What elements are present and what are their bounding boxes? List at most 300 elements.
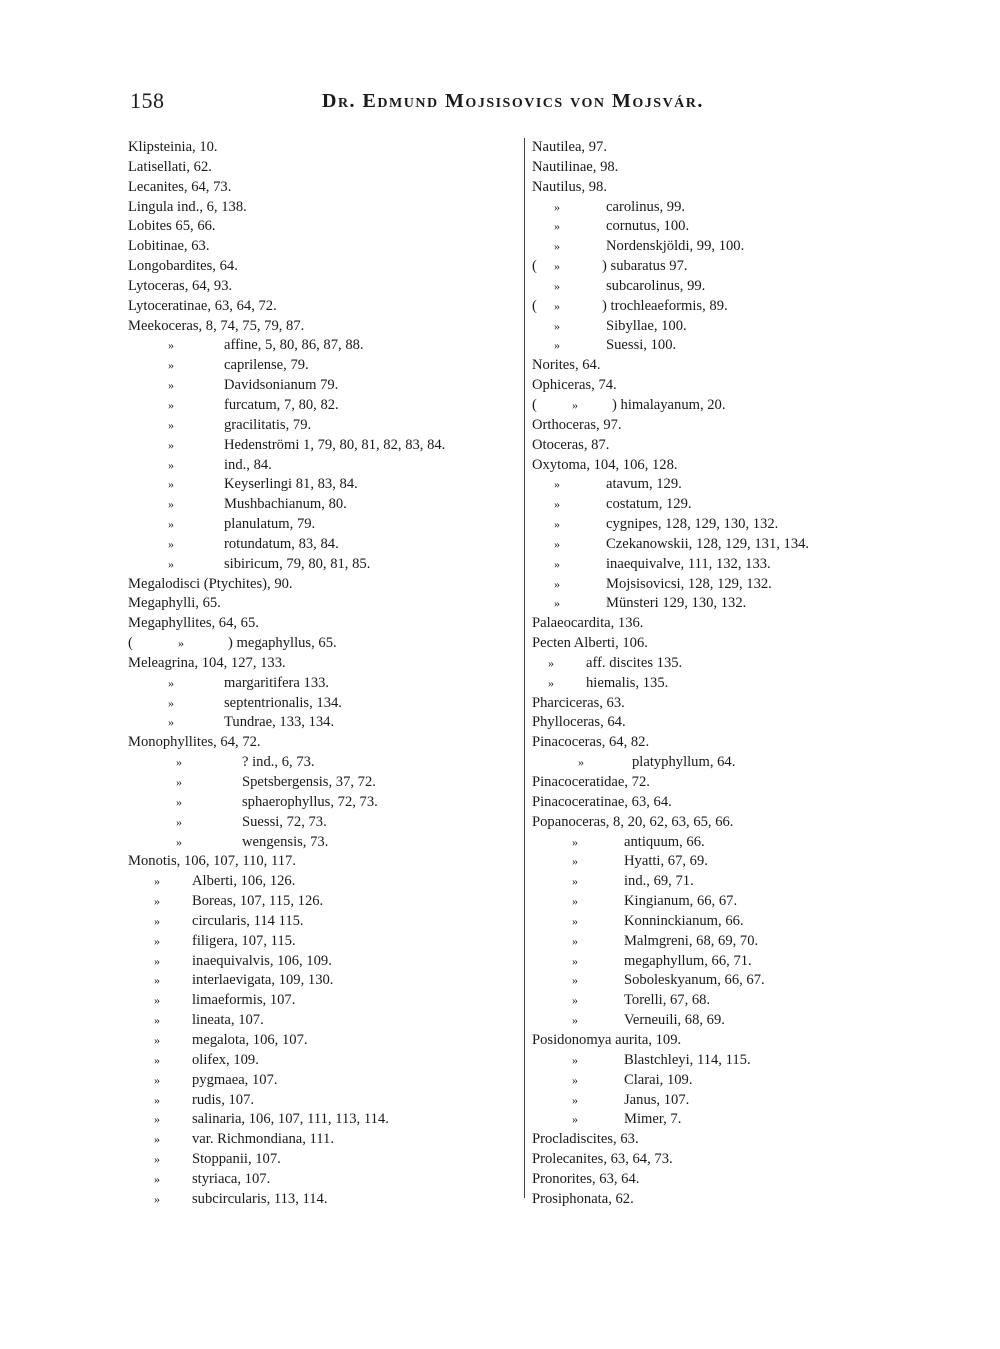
entry-text: Nordenskjöldi, 99, 100. [606, 238, 745, 255]
ditto-mark: » [554, 278, 560, 293]
entry-text: Prolecanites, 63, 64, 73. [532, 1151, 673, 1168]
ditto-mark: » [168, 675, 174, 690]
ditto-mark: » [168, 338, 174, 353]
index-entry [532, 198, 892, 218]
entry-text: Otoceras, 87. [532, 436, 610, 453]
index-entry [532, 1150, 892, 1170]
index-entry [128, 833, 520, 853]
index-entry [128, 912, 520, 932]
index-entry [532, 555, 892, 575]
ditto-mark: » [572, 1112, 578, 1127]
index-entry [128, 317, 520, 337]
index-entry [532, 912, 892, 932]
index-entry [128, 674, 520, 694]
index-entry [128, 535, 520, 555]
index-entry [532, 892, 892, 912]
ditto-mark: » [572, 933, 578, 948]
entry-text: sphaerophyllus, 72, 73. [242, 793, 378, 810]
index-column-right [532, 138, 892, 1210]
entry-text: megalota, 106, 107. [192, 1031, 308, 1048]
index-entry [128, 952, 520, 972]
ditto-mark: » [154, 1052, 160, 1067]
entry-text: Mojsisovicsi, 128, 129, 132. [606, 575, 772, 592]
index-entry [532, 614, 892, 634]
entry-text: Lytoceratinae, 63, 64, 72. [128, 297, 277, 314]
entry-text: Münsteri 129, 130, 132. [606, 595, 747, 612]
entry-text: Nautilinae, 98. [532, 158, 619, 175]
entry-text: Soboleskyanum, 66, 67. [624, 972, 765, 989]
index-entry [532, 515, 892, 535]
index-entry [532, 971, 892, 991]
entry-text: subcarolinus, 99. [606, 277, 706, 294]
entry-text: planulatum, 79. [224, 516, 316, 533]
entry-text: Megalodisci (Ptychites), 90. [128, 575, 293, 592]
index-entry [532, 872, 892, 892]
index-entry [532, 1011, 892, 1031]
index-entry [532, 952, 892, 972]
entry-text: Lytoceras, 64, 93. [128, 277, 233, 294]
index-entry [128, 694, 520, 714]
paren-open: ( [532, 396, 537, 413]
paren-open: ( [128, 635, 133, 652]
entry-text: septentrionalis, 134. [224, 694, 342, 711]
entry-text: Sibyllae, 100. [606, 317, 687, 334]
ditto-mark: » [572, 1072, 578, 1087]
entry-text: aff. discites 135. [586, 654, 683, 671]
entry-text: sibiricum, 79, 80, 81, 85. [224, 555, 371, 572]
index-entry [128, 932, 520, 952]
index-entry [532, 1051, 892, 1071]
entry-text: Stoppanii, 107. [192, 1151, 281, 1168]
index-entry [128, 396, 520, 416]
entry-text: limaeformis, 107. [192, 992, 296, 1009]
index-entry [128, 971, 520, 991]
ditto-mark: » [176, 794, 182, 809]
entry-text: lineata, 107. [192, 1012, 264, 1029]
index-entry [128, 1091, 520, 1111]
ditto-mark: » [176, 814, 182, 829]
ditto-mark: » [554, 576, 560, 591]
entry-text: carolinus, 99. [606, 198, 686, 215]
index-entry [532, 674, 892, 694]
index-entry [532, 277, 892, 297]
index-entry [128, 1110, 520, 1130]
entry-text: Pharciceras, 63. [532, 694, 625, 711]
entry-text: filigera, 107, 115. [192, 932, 296, 949]
index-entry [532, 1031, 892, 1051]
ditto-mark: » [554, 517, 560, 532]
index-entry [128, 237, 520, 257]
ditto-mark: » [154, 1032, 160, 1047]
index-entry [128, 297, 520, 317]
index-entry [532, 396, 892, 416]
index-entry [128, 1150, 520, 1170]
index-entry [532, 634, 892, 654]
index-entry [128, 753, 520, 773]
ditto-mark: » [168, 695, 174, 710]
column-divider [524, 138, 525, 1198]
entry-text: caprilense, 79. [224, 357, 309, 374]
index-entry [128, 991, 520, 1011]
ditto-mark: » [168, 378, 174, 393]
entry-text: Orthoceras, 97. [532, 416, 622, 433]
index-entry [532, 1071, 892, 1091]
entry-text: Meekoceras, 8, 74, 75, 79, 87. [128, 317, 305, 334]
entry-text: Hyatti, 67, 69. [624, 853, 708, 870]
ditto-mark: » [154, 1152, 160, 1167]
index-entry [128, 1051, 520, 1071]
ditto-mark: » [572, 993, 578, 1008]
index-entry [128, 773, 520, 793]
entry-text: pygmaea, 107. [192, 1071, 278, 1088]
index-entry [128, 1071, 520, 1091]
index-entry [128, 575, 520, 595]
index-entry [128, 1031, 520, 1051]
entry-text: Nautilus, 98. [532, 178, 607, 195]
index-entry [532, 237, 892, 257]
index-entry [532, 594, 892, 614]
index-entry [128, 277, 520, 297]
entry-text: Procladiscites, 63. [532, 1131, 639, 1148]
entry-text: Czekanowskii, 128, 129, 131, 134. [606, 535, 810, 552]
entry-text: Verneuili, 68, 69. [624, 1012, 725, 1029]
entry-text: Prosiphonata, 62. [532, 1190, 634, 1207]
ditto-mark: » [554, 536, 560, 551]
entry-text: Ophiceras, 74. [532, 377, 617, 394]
ditto-mark: » [154, 1092, 160, 1107]
ditto-mark: » [554, 477, 560, 492]
entry-text: subaratus 97. [610, 258, 688, 275]
entry-text: Boreas, 107, 115, 126. [192, 893, 324, 910]
entry-text: styriaca, 107. [192, 1170, 271, 1187]
entry-text: Tundrae, 133, 134. [224, 714, 335, 731]
entry-text: affine, 5, 80, 86, 87, 88. [224, 337, 364, 354]
ditto-mark: » [168, 417, 174, 432]
index-entry [128, 1011, 520, 1031]
index-entry [128, 813, 520, 833]
index-entry [532, 575, 892, 595]
ditto-mark: » [572, 894, 578, 909]
index-entry [128, 872, 520, 892]
entry-text: Megaphylli, 65. [128, 595, 221, 612]
ditto-mark: » [154, 933, 160, 948]
running-head: Dr. Edmund Mojsisovics von Mojsvár. [322, 90, 704, 112]
entry-text: Meleagrina, 104, 127, 133. [128, 654, 286, 671]
ditto-mark: » [154, 874, 160, 889]
index-entry [128, 892, 520, 912]
entry-text: wengensis, 73. [242, 833, 329, 850]
entry-text: var. Richmondiana, 111. [192, 1131, 334, 1148]
entry-text: Monotis, 106, 107, 110, 117. [128, 853, 296, 870]
paren-open: ( [532, 297, 537, 314]
ditto-mark: » [578, 755, 584, 770]
entry-text: Clarai, 109. [624, 1071, 693, 1088]
index-entry [128, 495, 520, 515]
index-entry [128, 594, 520, 614]
index-entry [128, 456, 520, 476]
entry-text: Klipsteinia, 10. [128, 139, 218, 155]
entry-text: Pinacoceras, 64, 82. [532, 734, 650, 751]
entry-text: Lobites 65, 66. [128, 218, 216, 235]
index-entry [532, 257, 892, 277]
entry-text: antiquum, 66. [624, 833, 705, 850]
ditto-mark: » [168, 477, 174, 492]
index-entry [532, 376, 892, 396]
entry-text: Palaeocardita, 136. [532, 615, 644, 632]
ditto-mark: » [572, 874, 578, 889]
entry-text: Lingula ind., 6, 138. [128, 198, 247, 215]
entry-text: Kingianum, 66, 67. [624, 893, 738, 910]
index-entry [532, 833, 892, 853]
index-entry [128, 436, 520, 456]
index-entry [532, 317, 892, 337]
entry-text: hiemalis, 135. [586, 674, 669, 691]
ditto-mark: » [154, 1132, 160, 1147]
index-entry [532, 475, 892, 495]
index-entry [128, 356, 520, 376]
ditto-mark: » [554, 318, 560, 333]
ditto-mark: » [154, 973, 160, 988]
entry-text: ? ind., 6, 73. [242, 754, 315, 771]
ditto-mark: » [154, 1013, 160, 1028]
entry-text: cygnipes, 128, 129, 130, 132. [606, 516, 779, 533]
index-entry [532, 733, 892, 753]
ditto-mark: » [554, 199, 560, 214]
ditto-mark: » [572, 1013, 578, 1028]
entry-text: rotundatum, 83, 84. [224, 535, 339, 552]
index-entry [532, 793, 892, 813]
paren-close: ) [228, 635, 233, 652]
index-entry [128, 475, 520, 495]
index-entry [532, 813, 892, 833]
ditto-mark: » [168, 556, 174, 571]
ditto-mark: » [572, 913, 578, 928]
index-entry [532, 1110, 892, 1130]
ditto-mark: » [154, 953, 160, 968]
entry-text: Mushbachianum, 80. [224, 496, 347, 513]
index-entry [128, 257, 520, 277]
entry-text: Suessi, 72, 73. [242, 813, 327, 830]
ditto-mark: » [554, 338, 560, 353]
entry-text: Keyserlingi 81, 83, 84. [224, 476, 358, 493]
entry-text: Lobitinae, 63. [128, 238, 210, 255]
entry-text: Alberti, 106, 126. [192, 873, 296, 890]
paren-close: ) [602, 297, 607, 314]
ditto-mark: » [554, 219, 560, 234]
entry-text: inaequivalvis, 106, 109. [192, 952, 332, 969]
ditto-mark: » [572, 1052, 578, 1067]
ditto-mark: » [572, 834, 578, 849]
ditto-mark: » [154, 913, 160, 928]
entry-text: Spetsbergensis, 37, 72. [242, 774, 376, 790]
index-entry [532, 932, 892, 952]
index-entry [128, 178, 520, 198]
ditto-mark: » [168, 457, 174, 472]
entry-text: Oxytoma, 104, 106, 128. [532, 456, 678, 473]
ditto-mark: » [168, 397, 174, 412]
entry-text: Norites, 64. [532, 357, 601, 374]
entry-text: Hedenströmi 1, 79, 80, 81, 82, 83, 84. [224, 436, 446, 453]
index-entry [128, 198, 520, 218]
entry-text: inaequivalve, 111, 132, 133. [606, 555, 771, 572]
index-entry [532, 991, 892, 1011]
paren-open: ( [532, 258, 537, 275]
entry-text: Longobardites, 64. [128, 258, 238, 275]
ditto-mark: » [548, 655, 554, 670]
ditto-mark: » [154, 1171, 160, 1186]
index-entry [532, 416, 892, 436]
entry-text: Posidonomya aurita, 109. [532, 1031, 682, 1048]
index-entry [532, 178, 892, 198]
index-entry [128, 713, 520, 733]
index-entry [128, 515, 520, 535]
entry-text: Blastchleyi, 114, 115. [624, 1051, 751, 1068]
ditto-mark: » [572, 854, 578, 869]
ditto-mark: » [176, 834, 182, 849]
ditto-mark: » [154, 1072, 160, 1087]
index-entry [532, 1130, 892, 1150]
entry-text: Monophyllites, 64, 72. [128, 734, 261, 751]
entry-text: costatum, 129. [606, 496, 692, 513]
entry-text: ind., 84. [224, 456, 272, 473]
index-entry [128, 336, 520, 356]
index-entry [128, 138, 520, 158]
index-entry [532, 456, 892, 476]
index-entry [532, 535, 892, 555]
index-entry [128, 416, 520, 436]
index-entry [532, 158, 892, 178]
ditto-mark: » [554, 497, 560, 512]
entry-text: subcircularis, 113, 114. [192, 1190, 328, 1207]
index-entry [128, 158, 520, 178]
entry-text: Phylloceras, 64. [532, 714, 626, 731]
index-entry [128, 793, 520, 813]
entry-text: Pinacoceratinae, 63, 64. [532, 793, 672, 810]
index-entry [128, 1130, 520, 1150]
entry-text: platyphyllum, 64. [632, 754, 736, 771]
index-entry [532, 138, 892, 158]
index-entry [128, 1190, 520, 1210]
entry-text: Lecanites, 64, 73. [128, 178, 232, 195]
ditto-mark: » [178, 636, 184, 651]
ditto-mark: » [154, 1112, 160, 1127]
ditto-mark: » [176, 755, 182, 770]
entry-text: megaphyllum, 66, 71. [624, 952, 752, 969]
index-entry [128, 217, 520, 237]
index-entry [532, 336, 892, 356]
entry-text: Malmgreni, 68, 69, 70. [624, 932, 759, 949]
index-entry [128, 1170, 520, 1190]
entry-text: rudis, 107. [192, 1091, 255, 1108]
entry-text: Pecten Alberti, 106. [532, 635, 648, 652]
index-entry [532, 1190, 892, 1210]
index-entry [532, 356, 892, 376]
entry-text: Mimer, 7. [624, 1111, 682, 1128]
ditto-mark: » [168, 358, 174, 373]
ditto-mark: » [554, 556, 560, 571]
index-entry [128, 614, 520, 634]
ditto-mark: » [554, 596, 560, 611]
ditto-mark: » [554, 259, 560, 274]
index-entry [532, 436, 892, 456]
index-entry [532, 495, 892, 515]
index-entry [128, 733, 520, 753]
ditto-mark: » [554, 239, 560, 254]
index-entry [532, 1170, 892, 1190]
entry-text: Latisellati, 62. [128, 158, 212, 175]
entry-text: interlaevigata, 109, 130. [192, 972, 334, 989]
ditto-mark: » [154, 993, 160, 1008]
index-entry [532, 852, 892, 872]
entry-text: olifex, 109. [192, 1051, 259, 1068]
entry-text: Konninckianum, 66. [624, 912, 744, 929]
entry-text: Pinacoceratidae, 72. [532, 774, 650, 790]
entry-text: trochleaeformis, 89. [610, 297, 728, 314]
entry-text: ind., 69, 71. [624, 873, 694, 890]
entry-text: Pronorites, 63, 64. [532, 1170, 640, 1187]
entry-text: furcatum, 7, 80, 82. [224, 396, 339, 413]
index-entry [532, 753, 892, 773]
entry-text: circularis, 114 115. [192, 912, 304, 929]
ditto-mark: » [154, 894, 160, 909]
index-entry [128, 634, 520, 654]
entry-text: Davidsonianum 79. [224, 377, 339, 394]
index-entry [128, 555, 520, 575]
index-entry [128, 376, 520, 396]
index-entry [532, 773, 892, 793]
ditto-mark: » [154, 1191, 160, 1206]
index-entry [532, 694, 892, 714]
entry-text: atavum, 129. [606, 476, 682, 493]
entry-text: Nautilea, 97. [532, 139, 607, 155]
ditto-mark: » [168, 536, 174, 551]
ditto-mark: » [572, 953, 578, 968]
entry-text: cornutus, 100. [606, 218, 690, 235]
index-entry [532, 297, 892, 317]
entry-text: Popanoceras, 8, 20, 62, 63, 65, 66. [532, 813, 734, 830]
ditto-mark: » [176, 775, 182, 789]
index-column-left [128, 138, 520, 1210]
index-entry [532, 1091, 892, 1111]
index-entry [532, 217, 892, 237]
ditto-mark: » [554, 298, 560, 313]
ditto-mark: » [168, 517, 174, 532]
entry-text: Torelli, 67, 68. [624, 992, 711, 1009]
ditto-mark: » [168, 497, 174, 512]
paren-close: ) [612, 396, 617, 413]
entry-text: margaritifera 133. [224, 674, 330, 691]
index-entry [128, 654, 520, 674]
entry-text: gracilitatis, 79. [224, 416, 312, 433]
ditto-mark: » [548, 675, 554, 690]
index-entry [532, 713, 892, 733]
entry-text: Janus, 107. [624, 1091, 690, 1108]
ditto-mark: » [168, 437, 174, 452]
index-entry [532, 654, 892, 674]
entry-text: Suessi, 100. [606, 337, 677, 354]
page-number: 158 [130, 88, 165, 113]
index-entry [128, 852, 520, 872]
ditto-mark: » [572, 397, 578, 412]
ditto-mark: » [168, 715, 174, 730]
ditto-mark: » [572, 1092, 578, 1107]
entry-text: salinaria, 106, 107, 111, 113, 114. [192, 1111, 389, 1128]
ditto-mark: » [572, 973, 578, 988]
entry-text: Megaphyllites, 64, 65. [128, 615, 259, 632]
entry-text: megaphyllus, 65. [236, 635, 337, 652]
entry-text: himalayanum, 20. [620, 396, 726, 413]
paren-close: ) [602, 258, 607, 275]
